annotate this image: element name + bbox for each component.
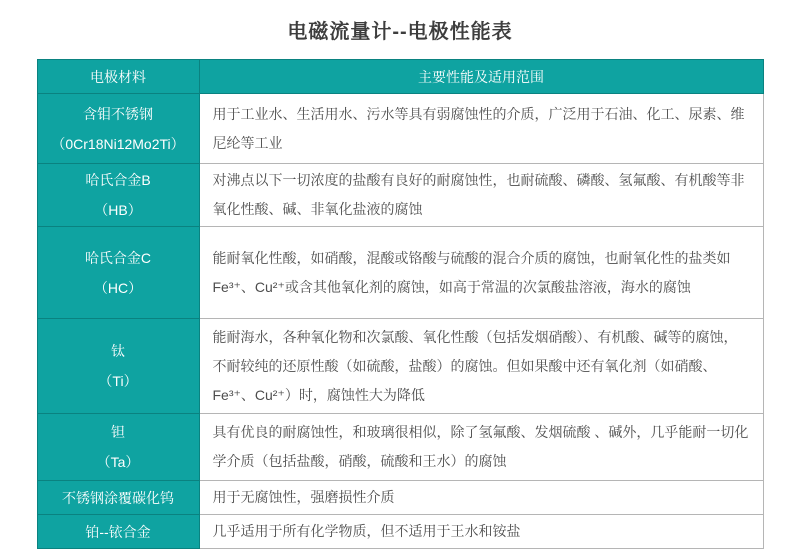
description-cell: 用于工业水、生活用水、污水等具有弱腐蚀性的介质，广泛用于石油、化工、尿素、维尼纶等工业 (199, 94, 763, 164)
description-cell: 用于无腐蚀性，强磨损性介质 (199, 481, 763, 515)
material-name: 钛 (111, 343, 125, 359)
material-name: 哈氏合金B (85, 172, 151, 188)
page-title: 电磁流量计--电极性能表 (287, 21, 513, 43)
table-header-row (37, 60, 763, 94)
material-cell (37, 319, 199, 414)
table-row (37, 94, 763, 164)
description-cell: 能耐氧化性酸，如硝酸，混酸或铬酸与硫酸的混合介质的腐蚀，也耐氧化性的盐类如Fe³⁺、Cu²⁺或含其他氧化剂的腐蚀，如高于常温的次氯酸盐溶液，海水的腐蚀 (199, 227, 763, 319)
table-row (37, 164, 763, 227)
material-cell (37, 414, 199, 481)
material-grade: （0Cr18Ni12Mo2Ti） (51, 135, 185, 152)
material-cell (37, 94, 199, 164)
material-name: 含钼不锈钢 (83, 105, 153, 122)
column-header-material: 电极材料 (37, 60, 199, 94)
column-header-performance: 主要性能及适用范围 (199, 60, 763, 94)
table-row (37, 414, 763, 481)
material-name: 铂--铱合金 (85, 523, 151, 540)
material-grade: （Ti） (98, 373, 138, 389)
material-cell (37, 227, 199, 319)
material-cell (37, 164, 199, 227)
description-cell: 几乎适用于所有化学物质，但不适用于王水和铵盐 (199, 515, 763, 549)
description-cell: 对沸点以下一切浓度的盐酸有良好的耐腐蚀性，也耐硫酸、磷酸、氢氟酸、有机酸等非氧化性酸、碱、非氧化盐液的腐蚀 (199, 164, 763, 227)
table-row (37, 481, 763, 515)
table-row (37, 515, 763, 549)
description-cell: 能耐海水，各种氧化物和次氯酸、氧化性酸（包括发烟硝酸）、有机酸、碱等的腐蚀，不耐较纯的还原性酸（如硫酸，盐酸）的腐蚀。但如果酸中还有氧化剂（如硝酸、Fe³⁺、Cu²⁺）时，腐蚀性大为降低 (199, 319, 763, 414)
material-name: 不锈钢涂覆碳化钨 (62, 489, 174, 506)
material-grade: （HC） (93, 279, 143, 296)
material-name: 哈氏合金C (84, 249, 152, 266)
table-row (37, 319, 763, 414)
table-row (37, 227, 763, 319)
material-grade: （HB） (94, 202, 142, 218)
material-name: 钽 (111, 424, 125, 440)
material-cell (37, 481, 199, 515)
electrode-performance-table (37, 59, 764, 549)
description-cell: 具有优良的耐腐蚀性，和玻璃很相似，除了氢氟酸、发烟硫酸 、碱外，几乎能耐一切化学介质（包括盐酸，硝酸，硫酸和王水）的腐蚀 (199, 414, 763, 481)
material-grade: （Ta） (96, 454, 140, 470)
material-cell (37, 515, 199, 549)
